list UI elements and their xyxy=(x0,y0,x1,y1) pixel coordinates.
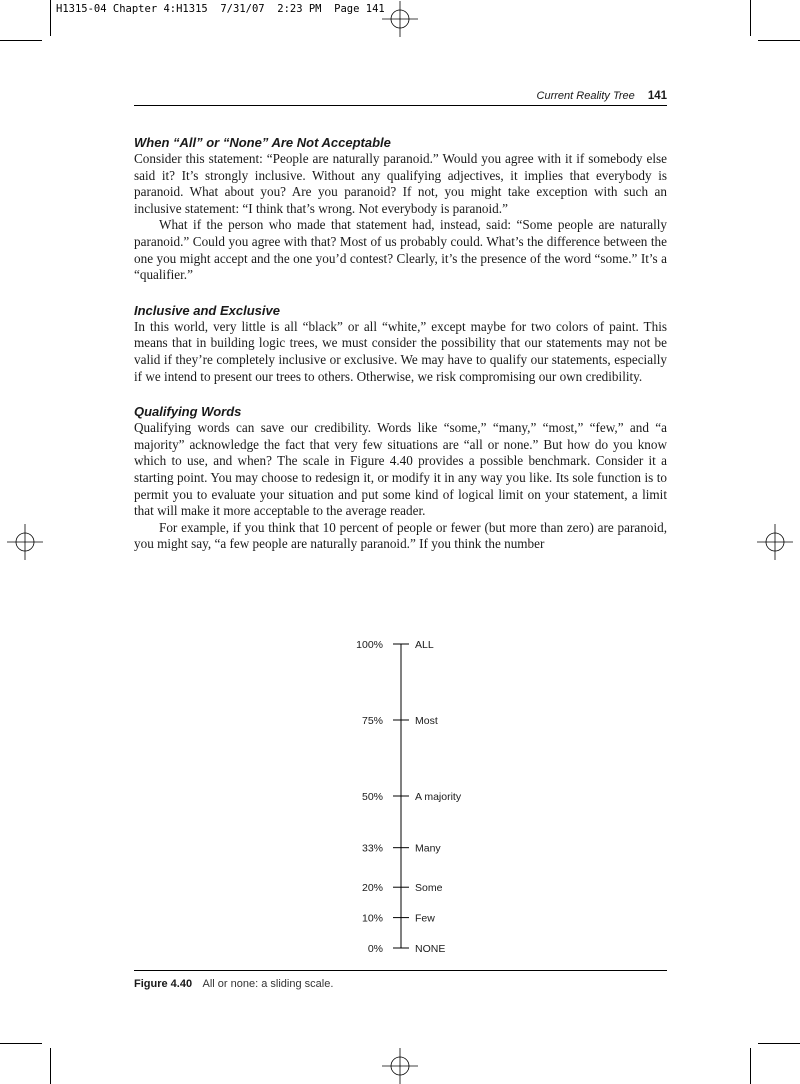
crop-mark xyxy=(758,40,800,41)
scale-word-label: Many xyxy=(415,842,441,855)
scale-percent-label: 20% xyxy=(361,882,383,895)
crop-mark xyxy=(50,1048,51,1084)
registration-mark-icon xyxy=(382,1,418,37)
section-heading: Inclusive and Exclusive xyxy=(134,302,280,318)
page-body xyxy=(134,134,667,553)
registration-mark-icon xyxy=(757,524,793,560)
print-slug: H1315-04 Chapter 4:H1315 7/31/07 2:23 PM Page 141 xyxy=(56,3,385,15)
scale-percent-label: 0% xyxy=(367,943,383,955)
scale-percent-label: 10% xyxy=(361,912,383,925)
crop-mark xyxy=(0,1043,42,1044)
registration-mark-icon xyxy=(7,524,43,560)
running-head-title: Current Reality Tree xyxy=(536,90,635,102)
scale-word-label: Few xyxy=(415,912,435,925)
crop-mark xyxy=(0,40,42,41)
registration-mark-icon xyxy=(382,1048,418,1084)
scale-percent-label: 75% xyxy=(361,715,383,727)
crop-mark xyxy=(758,1043,800,1044)
running-head xyxy=(134,90,667,104)
scale-percent-label: 50% xyxy=(361,791,383,803)
header-rule xyxy=(134,105,667,106)
figure-caption xyxy=(134,978,333,990)
scale-word-label: Most xyxy=(415,715,438,727)
crop-mark xyxy=(750,0,751,36)
body-paragraph: For example, if you think that 10 percent of people or fewer (but more than zero) are paranoid, you might say, “a few people are naturally paranoid.” If you think the number xyxy=(134,519,667,552)
figure-rule xyxy=(134,970,667,971)
crop-mark xyxy=(50,0,51,36)
scale-word-label: ALL xyxy=(415,639,434,651)
body-paragraph: In this world, very little is all “black” or all “white,” except maybe for two colors of paint. This means that in building logic trees, we must consider the possibility that our statements may not be valid if they’re completely inclusive or exclusive. We may have to qualify our statements, especially if we intend to present our trees to others. Otherwise, we risk compromising our own credibility. xyxy=(134,318,667,384)
scale-word-label: NONE xyxy=(415,943,446,955)
figure-number: Figure 4.40 xyxy=(134,978,193,990)
crop-mark xyxy=(750,1048,751,1084)
scale-percent-label: 100% xyxy=(356,639,383,651)
figure-caption-text: All or none: a sliding scale. xyxy=(202,978,334,990)
body-paragraph: What if the person who made that statement had, instead, said: “Some people are naturally paranoid.” Could you agree with that? Most of us probably could. What’s the difference between the one you might accept and the one you’d contest? Clearly, it’s the presence of the word “some.” It’s a “qualifier.” xyxy=(134,217,667,283)
scale-percent-label: 33% xyxy=(361,842,383,855)
section-heading: Qualifying Words xyxy=(134,404,242,420)
page-number: 141 xyxy=(647,90,667,102)
scale-word-label: Some xyxy=(415,882,443,895)
scale-word-label: A majority xyxy=(415,791,462,803)
body-paragraph: Qualifying words can save our credibility. Words like “some,” “many,” “most,” “few,” and “a majority” acknowledge the fact that very few situations are “all or none.” But how do you know which to use, and when? The scale in Figure 4.40 provides a possible benchmark. Consider it a starting point. You may choose to redesign it, or modify it in any way you like. Its sole function is to permit you to evaluate your situation and put some kind of logical limit on your statement, a limit that will make it more acceptable to the average reader. xyxy=(134,420,667,519)
section-heading: When “All” or “None” Are Not Acceptable xyxy=(134,135,391,150)
body-paragraph: Consider this statement: “People are naturally paranoid.” Would you agree with it if somebody else said it? It’s strongly inclusive. Without any qualifying adjectives, it implies that everybody is paranoid. What about you? Are you paranoid? If not, you might take exception with such an inclusive statement: “I think that’s wrong. Not everybody is paranoid.” xyxy=(134,151,667,216)
